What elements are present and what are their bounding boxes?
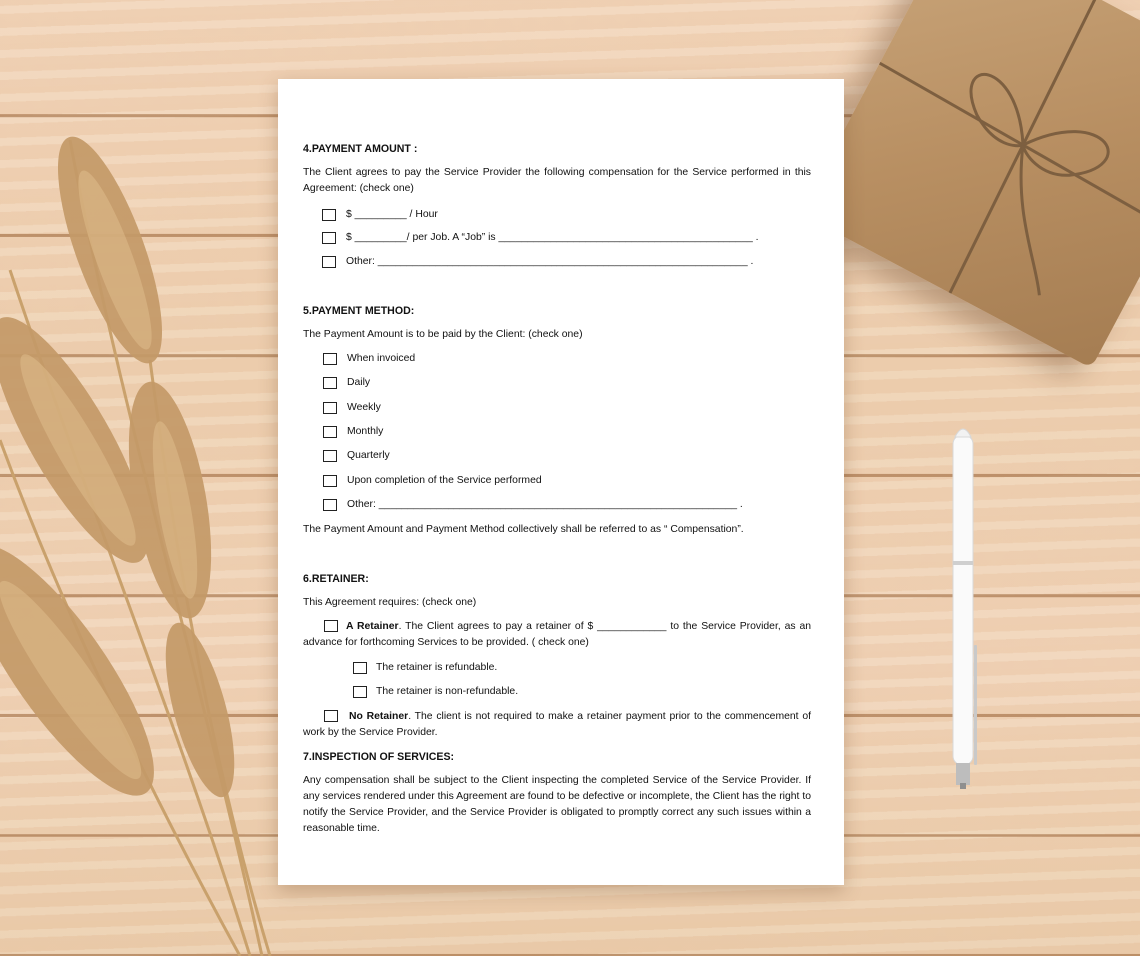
checkbox[interactable] [323, 426, 337, 438]
payment-amount-option-other [322, 254, 753, 270]
checkbox[interactable] [323, 475, 337, 487]
payment-method-option [323, 473, 542, 489]
payment-amount-option-hour [322, 207, 438, 223]
option-label: Upon completion of the Service performed [347, 475, 542, 486]
checkbox[interactable] [323, 353, 337, 365]
checkbox[interactable] [322, 256, 336, 268]
no-retainer-label: No Retainer [349, 711, 409, 722]
retainer-non-refundable-option [353, 684, 518, 700]
section-6-heading: 6.RETAINER: [303, 573, 369, 585]
payment-method-option [323, 351, 415, 367]
checkbox[interactable] [322, 209, 336, 221]
option-label: Quarterly [347, 450, 390, 461]
section-7-text: Any compensation shall be subject to the Client inspecting the completed Service of the Service Provider. If any services rendered under this Agreement are found to be defective or incomplete, the Client has the right to notify the Service Provider, and the Service Provider is obligated to promptly correct any such issues within a reasonable time. [303, 775, 811, 834]
retainer-text: . The Client agrees to pay a retainer of $ ____________ to the Service Provider, as an advance for forthcoming Services to be provided. ( check one) [303, 621, 811, 648]
retainer-paragraph [303, 619, 811, 651]
gift-box-decoration [800, 0, 1140, 368]
checkbox[interactable] [323, 450, 337, 462]
section-5-heading: 5.PAYMENT METHOD: [303, 305, 415, 317]
option-label: Other: ______________________________________________________________ . [347, 499, 743, 510]
no-retainer-paragraph [303, 709, 811, 741]
option-label: The retainer is refundable. [376, 662, 498, 673]
payment-method-option-other [323, 497, 743, 513]
option-label: Other: ________________________________________________________________ . [346, 256, 754, 267]
retainer-label: A Retainer [346, 621, 399, 632]
payment-method-option [323, 424, 383, 440]
checkbox[interactable] [322, 232, 336, 244]
document-page [278, 79, 844, 885]
payment-method-option [323, 400, 381, 416]
option-label: $ _________/ per Job. A “Job” is ____________________________________________ . [346, 232, 759, 243]
pen-decoration [950, 425, 978, 790]
checkbox[interactable] [323, 402, 337, 414]
section-7-heading: 7.INSPECTION OF SERVICES: [303, 751, 455, 763]
option-label: Weekly [347, 402, 381, 413]
option-label: Daily [347, 377, 371, 388]
section-4-intro: The Client agrees to pay the Service Provider the following compensation for the Service performed in this Agreement: (check one) [303, 167, 811, 194]
payment-amount-option-job [322, 230, 759, 246]
option-label: When invoiced [347, 353, 416, 364]
checkbox[interactable] [323, 377, 337, 389]
option-label: Monthly [347, 426, 384, 437]
checkbox[interactable] [323, 499, 337, 511]
section-6-intro: This Agreement requires: (check one) [303, 597, 477, 608]
compensation-note: The Payment Amount and Payment Method collectively shall be referred to as “ Compensation”. [303, 524, 744, 535]
option-label: The retainer is non-refundable. [376, 686, 519, 697]
payment-method-option [323, 375, 370, 391]
no-retainer-text: . The client is not required to make a retainer payment prior to the commencement of work by the Service Provider. [303, 711, 811, 738]
checkbox[interactable] [353, 686, 367, 698]
option-label: $ _________ / Hour [346, 209, 438, 220]
payment-method-option [323, 448, 390, 464]
retainer-refundable-option [353, 660, 497, 676]
dried-grass-decoration [0, 110, 300, 956]
section-4-heading: 4.PAYMENT AMOUNT : [303, 143, 418, 155]
checkbox[interactable] [353, 662, 367, 674]
section-5-intro: The Payment Amount is to be paid by the Client: (check one) [303, 329, 583, 340]
